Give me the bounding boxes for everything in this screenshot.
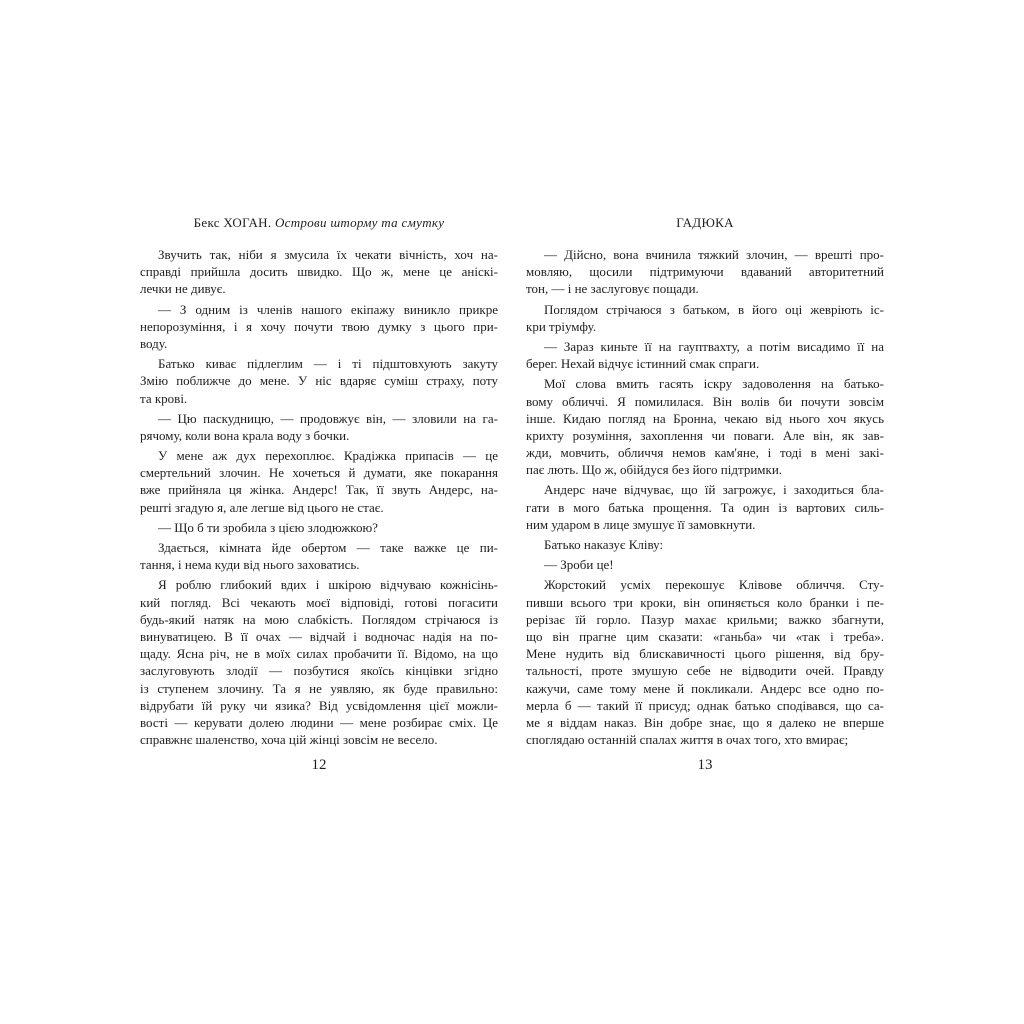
page-number-left: 12 — [311, 757, 327, 773]
paragraph — [526, 375, 884, 478]
paragraph — [140, 576, 498, 748]
text-line: рячому, коли вона крала воду з бочки. — [140, 427, 350, 443]
text-line: Звучить так, ніби я змусила їх чекати вічність, хоч на- — [158, 247, 498, 262]
text-line: пає лють. Що ж, обійдуся без його підтримки. — [526, 462, 783, 478]
right-page — [526, 212, 884, 748]
text-line: Батько наказує Кліву: — [544, 537, 664, 552]
text-line: лечки не дивує. — [140, 281, 226, 297]
header-author: Бекс ХОГАН. — [193, 215, 272, 230]
text-line: Батько киває підлеглим — і ті підштовхують закуту — [158, 356, 498, 372]
text-line: гати в мого батька прощення. Та один із вартових силь- — [526, 499, 884, 515]
paragraph — [526, 338, 884, 372]
paragraph — [140, 355, 498, 407]
text-line: мовляю, щосили підтримуючи вдаваний авторитетний — [526, 264, 884, 280]
text-line: споглядаю останній спалах життя в очах того, хто вмирає; — [526, 732, 849, 748]
text-line: Поглядом стрічаюся з батьком, в його оці жевріють іс- — [544, 301, 884, 317]
text-line: Мене нудить від блискавичності цього рішення, від бру- — [526, 646, 884, 662]
paragraph — [526, 481, 884, 533]
text-line: що він прагне цим сказати: «ганьба» чи «так і треба». — [526, 628, 884, 644]
text-line: — Дійсно, вона вчинила тяжкий злочин, — врешті про- — [544, 247, 884, 262]
text-line: — Що б ти зробила з цією злодюжкою? — [158, 519, 378, 535]
text-line: пивши всього три кроки, він опиняється коло бранки і пе- — [526, 594, 884, 610]
text-line: ме я віддам наказ. Він добре знає, що я далеко не вперше — [526, 714, 884, 730]
running-header-left — [140, 212, 498, 234]
text-line: тання, і нема куди від нього заховатись. — [140, 557, 360, 573]
text-line: крихту розуміння, захоплення чи поваги. Але він, як зав- — [526, 427, 884, 443]
text-line: — Зараз киньте її на гауптвахту, а потім висадимо її на — [544, 338, 884, 354]
text-line: заслуговують злодії — позбутися якоїсь кінцівки згідно — [140, 663, 498, 679]
right-page-body — [526, 246, 884, 748]
text-line: Змію поближче до мене. У ніс вдаряє суміш страху, поту — [140, 373, 498, 389]
text-line: щаду. Ясна річ, не в моїх силах пробачити її. Відомо, на що — [140, 646, 498, 662]
text-line: мерла б — такий її присуд; однак батько сподівався, що са- — [526, 697, 884, 713]
text-line: із ступенем злочину. Та я не уявляю, як буде правильно: — [140, 680, 498, 696]
running-header-right — [526, 212, 884, 234]
text-line: непорозуміння, і я хочу почути твою думку з цього при- — [140, 318, 498, 334]
header-book-title: Острови шторму та смутку — [274, 215, 445, 230]
page-number-right: 13 — [697, 757, 713, 773]
text-line: інше. Кидаю погляд на Бронна, чекаю від нього хоч якусь — [526, 410, 884, 426]
text-line: тон, — і не заслуговує пощади. — [526, 281, 699, 297]
text-line: вості — керувати долею людини — мене розбирає сміх. Це — [140, 714, 498, 730]
left-page — [140, 212, 498, 748]
text-line: Жорстокий усміх перекошує Клівове обличчя. Сту- — [544, 577, 884, 593]
text-line: вому обличчі. Я помилилася. Він волів би почути зовсім — [526, 393, 884, 409]
text-line: смертельний злочин. Не хочеться й думати, яке покарання — [140, 465, 498, 481]
text-line: воду. — [140, 335, 168, 351]
text-line: жди, мовчить, обличчя немов кам'яне, і тоді в мені закі- — [526, 445, 884, 461]
paragraph — [526, 556, 884, 573]
text-line: Я роблю глибокий вдих і шкірою відчуваю кожнісінь- — [158, 577, 498, 593]
text-line: — Цю паскудницю, — продовжує він, — зловили на га- — [158, 410, 498, 426]
text-line: кри тріумфу. — [526, 318, 597, 334]
text-line: кажучи, саме тому мене й покликали. Андерс все одно по- — [526, 680, 884, 696]
header-chapter-title: ГАДЮКА — [676, 215, 734, 230]
paragraph — [526, 536, 884, 553]
text-line: Мої слова вмить гасять іскру задоволення на батько- — [544, 376, 884, 392]
paragraph — [140, 519, 498, 536]
left-page-body — [140, 246, 498, 748]
paragraph — [140, 447, 498, 516]
text-line: ним ударом в лице змушує її замовкнути. — [526, 516, 756, 532]
paragraph — [526, 246, 884, 298]
text-line: — З одним із членів нашого екіпажу виникло прикре — [158, 301, 498, 317]
text-line: решті згадую я, але легше від цього не стає. — [140, 499, 384, 515]
text-line: справді прийшла досить швидко. Що ж, мене це аніскі- — [140, 264, 498, 280]
text-line: винуватицею. В її очах — відчай і водночас надія на по- — [140, 628, 498, 644]
paragraph — [526, 301, 884, 335]
paragraph — [140, 301, 498, 353]
text-line: берег. Нехай відчує істинний смак спраги. — [526, 356, 760, 372]
text-line: — Зроби це! — [544, 557, 614, 573]
text-line: справжнє шаленство, хоча цій жінці зовсім не весело. — [140, 732, 438, 748]
text-line: Андерс наче відчуває, що їй загрожує, і заходиться бла- — [544, 482, 884, 498]
text-line: кий погляд. Всі чекають моєї відповіді, готові погасити — [140, 594, 498, 610]
paragraph — [140, 539, 498, 573]
text-line: відрубати їй руку чи язика? Від усвідомлення цієї можли- — [140, 697, 498, 713]
paragraph — [140, 410, 498, 444]
text-line: Здається, кімната йде обертом — таке важке це пи- — [158, 540, 498, 555]
paragraph — [526, 576, 884, 748]
text-line: будь-який натяк на мою слабкість. Поглядом стрічаюся із — [140, 611, 498, 627]
text-line: У мене аж дух перехоплює. Крадіжка припасів — це — [158, 448, 498, 464]
text-line: рерізає їй горло. Пазур махає крильми; важко збагнути, — [526, 611, 884, 627]
paragraph — [140, 246, 498, 298]
text-line: вже прийняла ця жінка. Андерс! Так, її звуть Андерс, на- — [140, 482, 498, 498]
text-line: та крові. — [140, 390, 188, 406]
text-line: тальності, проте змушую себе не відводити очей. Правду — [526, 663, 884, 679]
